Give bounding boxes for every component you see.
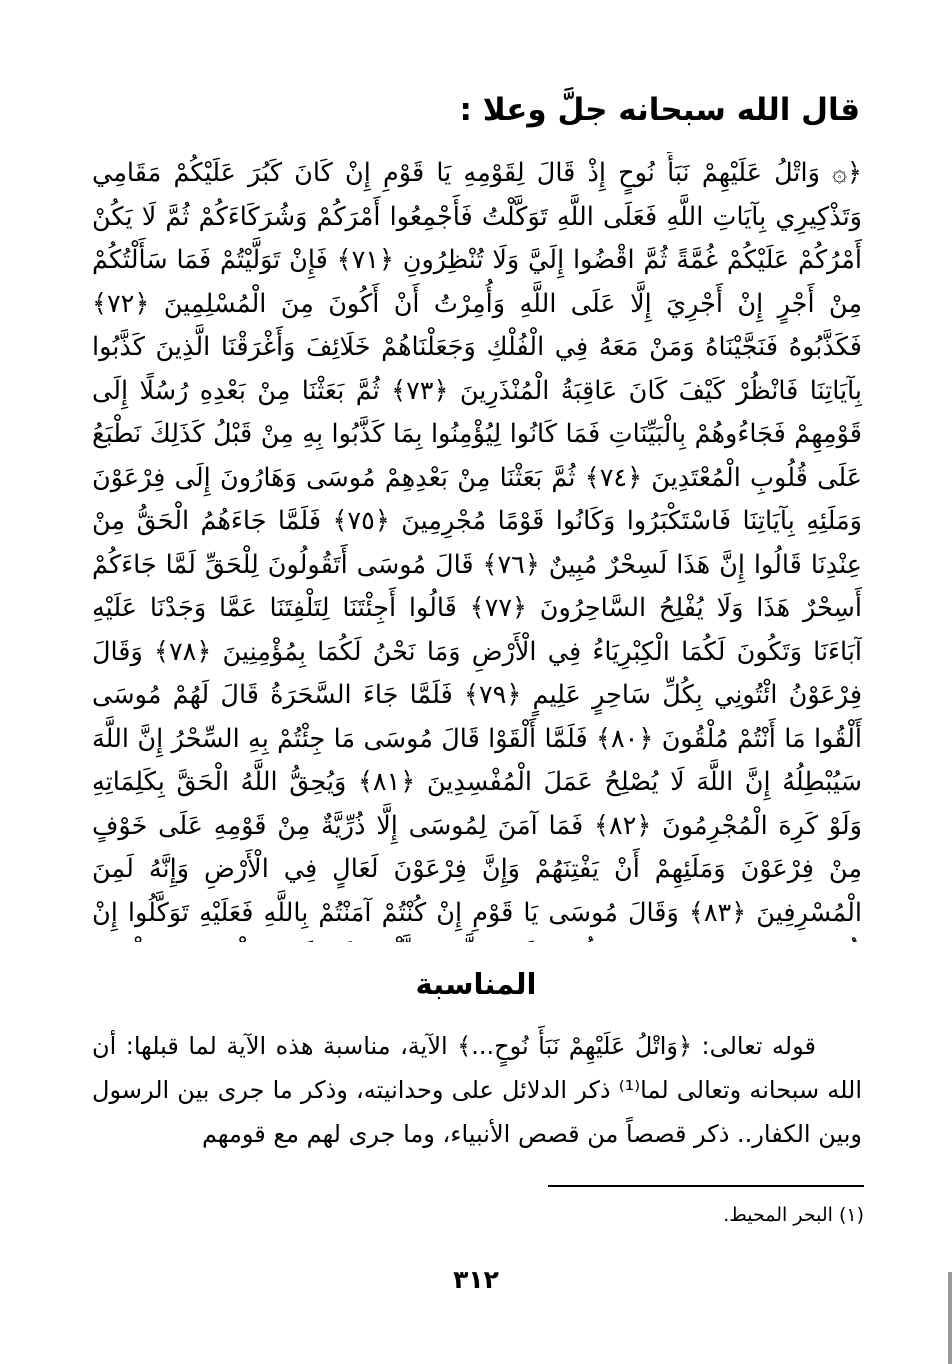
scan-edge-mark [948, 1272, 952, 1364]
page-number: ٣١٢ [453, 1265, 499, 1294]
commentary-paragraph [92, 1024, 862, 1160]
page-heading: قال الله سبحانه جلَّ وعلا : [459, 92, 860, 128]
paragraph-first-line: قوله تعالى: ﴿وَاتْلُ عَلَيْهِمْ نَبَأَ نُوحٍ...﴾ الآية، مناسبة هذه الآية لما قبلها: [125, 1032, 816, 1060]
footnote: (١) البحر المحيط. [723, 1204, 864, 1226]
paragraph-body: أن الله سبحانه وتعالى لما⁽¹⁾ ذكر الدلائل على وحدانيته، وذكر ما جرى بين الرسول وبين الكفار.. ذكر قصصاً من قصص الأنبياء، وما جرى لهم مع قومهم [92, 1032, 862, 1148]
section-title: المناسبة [415, 967, 537, 1001]
quran-verses-block: ﴿۞ وَاتْلُ عَلَيْهِمْ نَبَأَ نُوحٍ إِذْ قَالَ لِقَوْمِهِ يَا قَوْمِ إِنْ كَانَ كَبُرَ عَلَيْكُمْ مَقَامِي وَتَذْكِيرِي بِآيَاتِ اللَّهِ فَعَلَى اللَّهِ تَوَكَّلْتُ فَأَجْمِعُوا أَمْرَكُمْ وَشُرَكَاءَكُمْ ثُمَّ لَا يَكُنْ أَمْرُكُمْ عَلَيْكُمْ غُمَّةً ثُمَّ اقْضُوا إِلَيَّ وَلَا تُنْظِرُونِ ﴿٧١﴾ فَإِنْ تَوَلَّيْتُمْ فَمَا سَأَلْتُكُمْ مِنْ أَجْرٍ إِنْ أَجْرِيَ إِلَّا عَلَى اللَّهِ وَأُمِرْتُ أَنْ أَكُونَ مِنَ الْمُسْلِمِينَ ﴿٧٢﴾ فَكَذَّبُوهُ فَنَجَّيْنَاهُ وَمَنْ مَعَهُ فِي الْفُلْكِ وَجَعَلْنَاهُمْ خَلَائِفَ وَأَغْرَقْنَا الَّذِينَ كَذَّبُوا بِآيَاتِنَا فَانْظُرْ كَيْفَ كَانَ عَاقِبَةُ الْمُنْذَرِينَ ﴿٧٣﴾ ثُمَّ بَعَثْنَا مِنْ بَعْدِهِ رُسُلًا إِلَى قَوْمِهِمْ فَجَاءُوهُمْ بِالْبَيِّنَاتِ فَمَا كَانُوا لِيُؤْمِنُوا بِمَا كَذَّبُوا بِهِ مِنْ قَبْلُ كَذَلِكَ نَطْبَعُ عَلَى قُلُوبِ الْمُعْتَدِينَ ﴿٧٤﴾ ثُمَّ بَعَثْنَا مِنْ بَعْدِهِمْ مُوسَى وَهَارُونَ إِلَى فِرْعَوْنَ وَمَلَئِهِ بِآيَاتِنَا فَاسْتَكْبَرُوا وَكَانُوا قَوْمًا مُجْرِمِينَ ﴿٧٥﴾ فَلَمَّا جَاءَهُمُ الْحَقُّ مِنْ عِنْدِنَا قَالُوا إِنَّ هَذَا لَسِحْرٌ مُبِينٌ ﴿٧٦﴾ قَالَ مُوسَى أَتَقُولُونَ لِلْحَقِّ لَمَّا جَاءَكُمْ أَسِحْرٌ هَذَا وَلَا يُفْلِحُ السَّاحِرُونَ ﴿٧٧﴾ قَالُوا أَجِئْتَنَا لِتَلْفِتَنَا عَمَّا وَجَدْنَا عَلَيْهِ آبَاءَنَا وَتَكُونَ لَكُمَا الْكِبْرِيَاءُ فِي الْأَرْضِ وَمَا نَحْنُ لَكُمَا بِمُؤْمِنِينَ ﴿٧٨﴾ وَقَالَ فِرْعَوْنُ ائْتُونِي بِكُلِّ سَاحِرٍ عَلِيمٍ ﴿٧٩﴾ فَلَمَّا جَاءَ السَّحَرَةُ قَالَ لَهُمْ مُوسَى أَلْقُوا مَا أَنْتُمْ مُلْقُونَ ﴿٨٠﴾ فَلَمَّا أَلْقَوْا قَالَ مُوسَى مَا جِئْتُمْ بِهِ السِّحْرُ إِنَّ اللَّهَ سَيُبْطِلُهُ إِنَّ اللَّهَ لَا يُصْلِحُ عَمَلَ الْمُفْسِدِينَ ﴿٨١﴾ وَيُحِقُّ اللَّهُ الْحَقَّ بِكَلِمَاتِهِ وَلَوْ كَرِهَ الْمُجْرِمُونَ ﴿٨٢﴾ فَمَا آمَنَ لِمُوسَى إِلَّا ذُرِّيَّةٌ مِنْ قَوْمِهِ عَلَى خَوْفٍ مِنْ فِرْعَوْنَ وَمَلَئِهِمْ أَنْ يَفْتِنَهُمْ وَإِنَّ فِرْعَوْنَ لَعَالٍ فِي الْأَرْضِ وَإِنَّهُ لَمِنَ الْمُسْرِفِينَ ﴿٨٣﴾ وَقَالَ مُوسَى يَا قَوْمِ إِنْ كُنْتُمْ آمَنْتُمْ بِاللَّهِ فَعَلَيْهِ تَوَكَّلُوا إِنْ [92, 158, 862, 928]
footnote-divider [548, 1185, 864, 1187]
